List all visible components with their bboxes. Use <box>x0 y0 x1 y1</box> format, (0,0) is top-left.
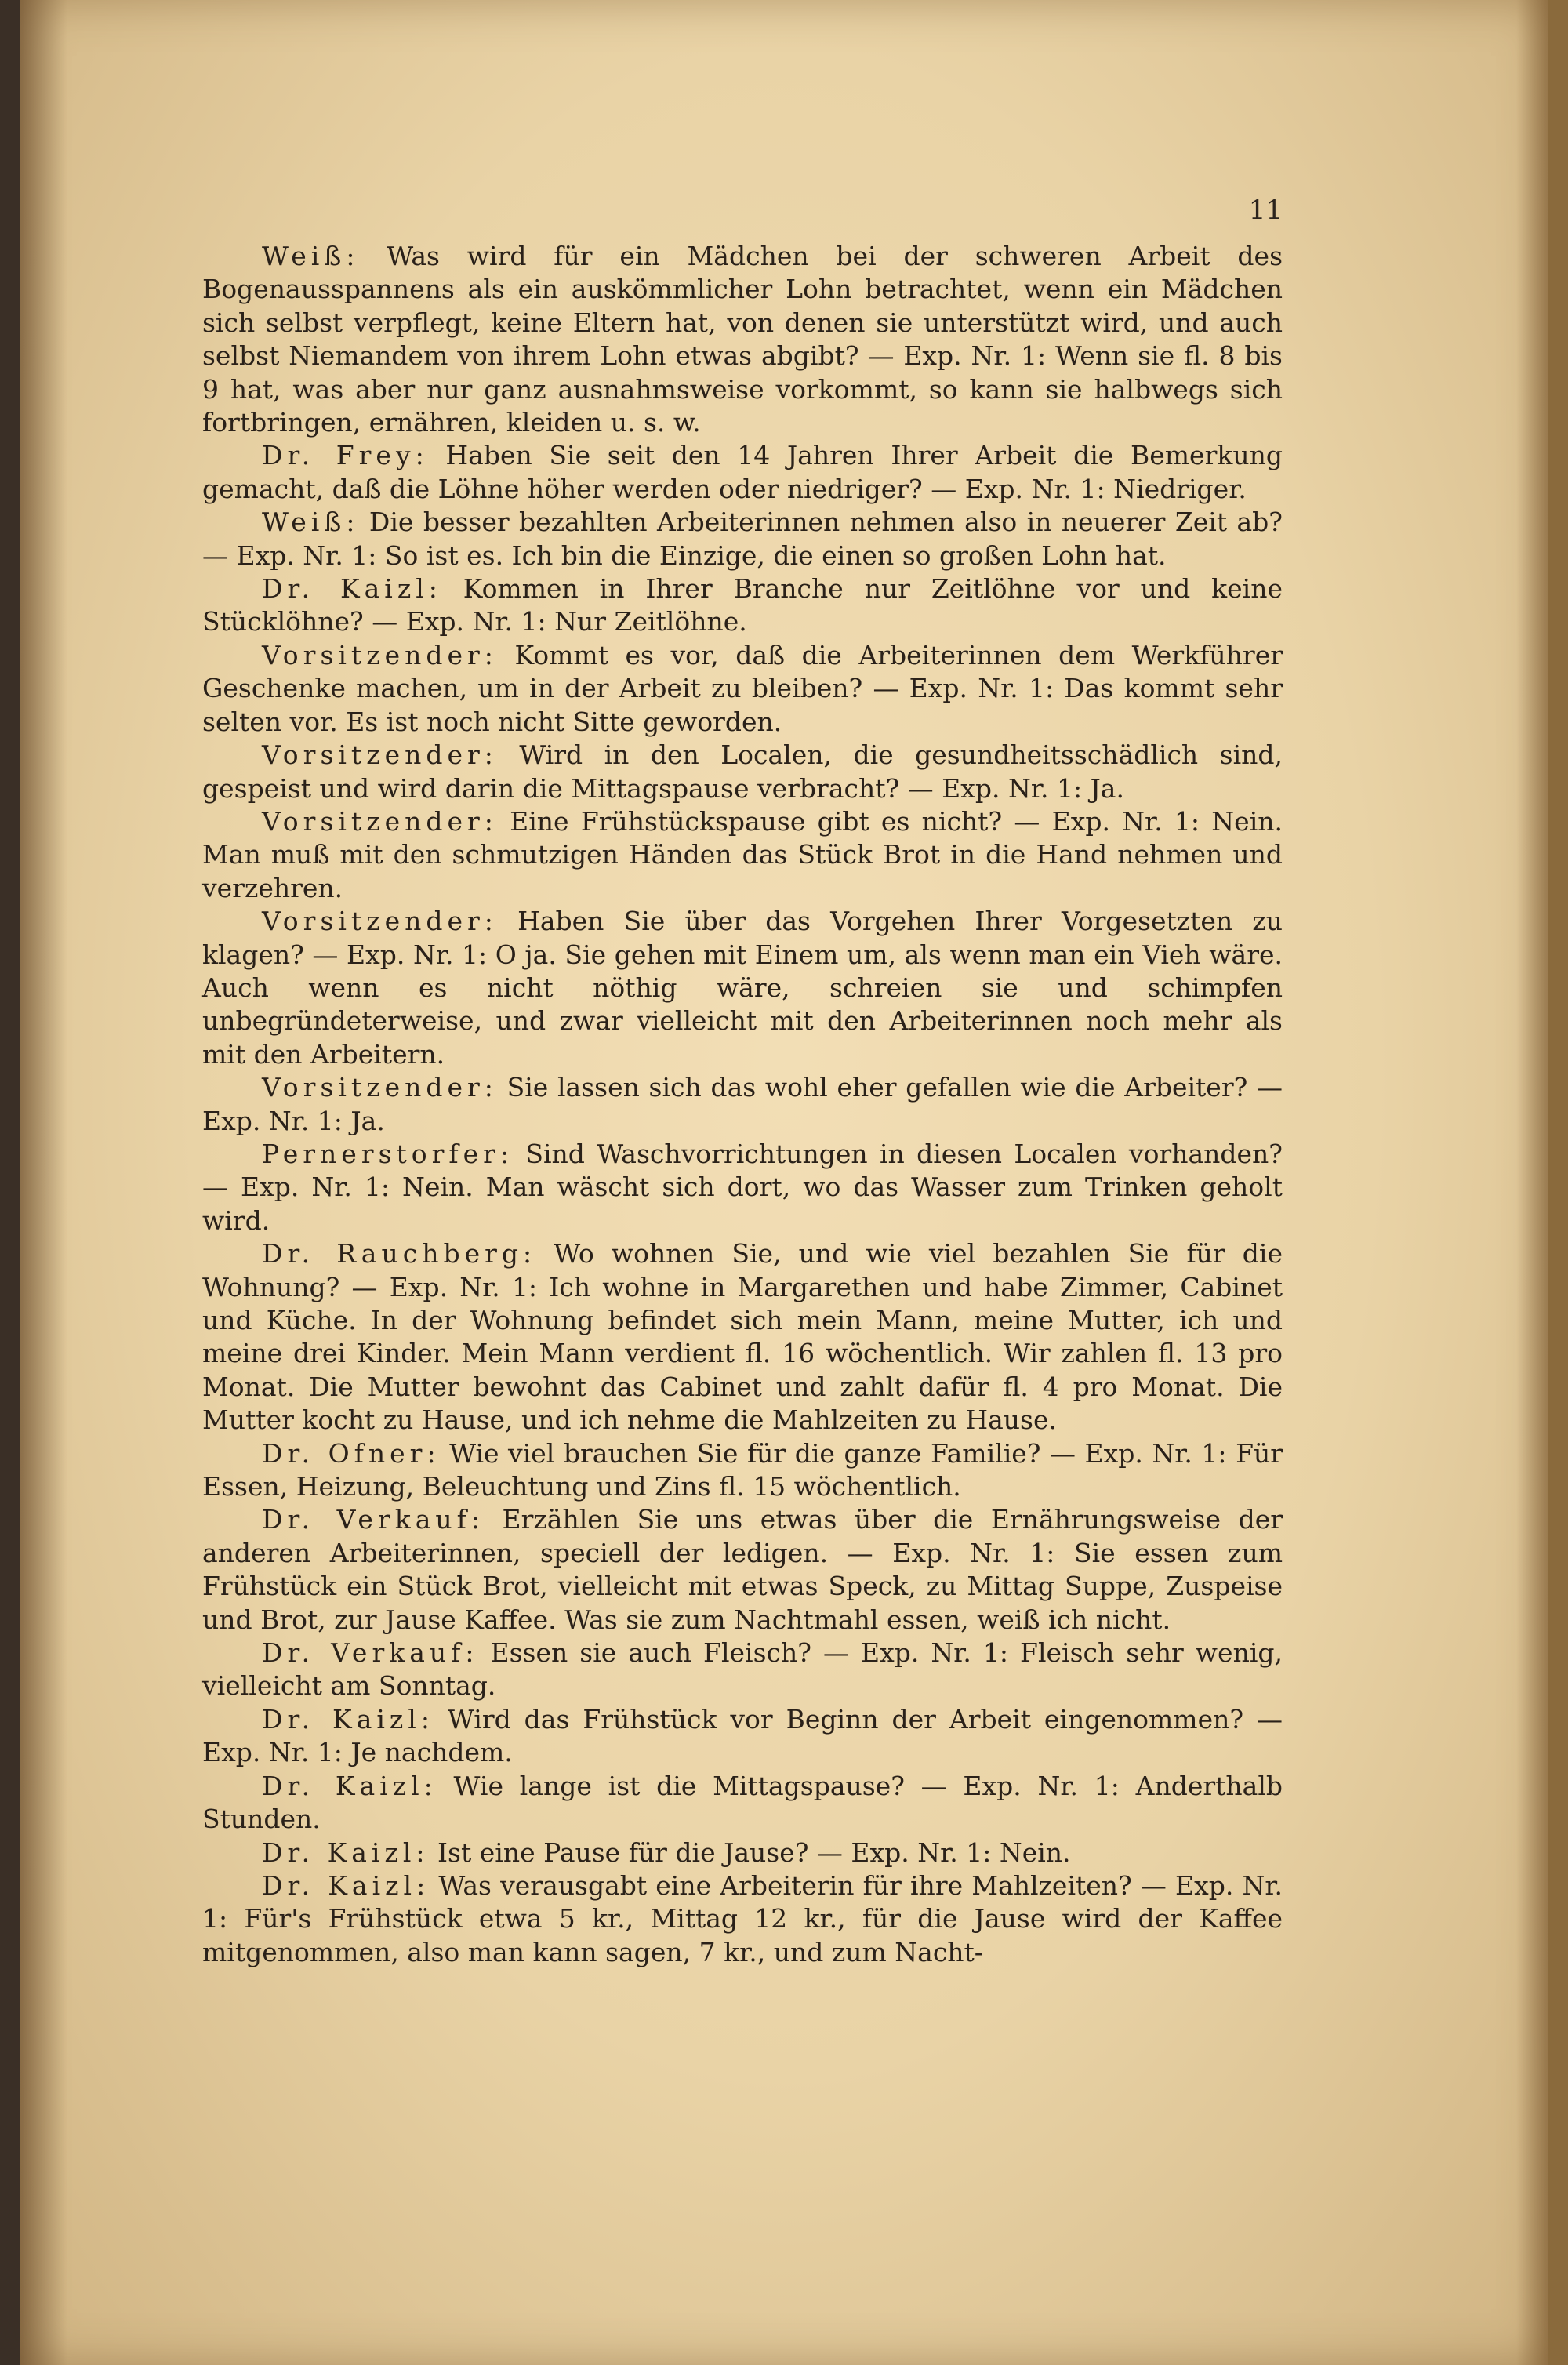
speaker-name: Dr. Verkauf: <box>262 1637 479 1669</box>
speaker-name: Vorsitzender: <box>262 639 498 670</box>
paragraph <box>202 1770 1283 1836</box>
paragraph-text: Wird in den Localen, die gesundheitsschädlich sind, gespeist und wird darin die Mittagspause verbracht? — Exp. Nr. 1: Ja. <box>202 739 1283 804</box>
paragraph-text: Eine Frühstückspause gibt es nicht? — Exp. Nr. 1: Nein. Man muß mit den schmutzigen Händen das Stück Brot in die Hand nehmen und verzehren. <box>202 805 1283 903</box>
paragraph <box>202 1869 1283 1969</box>
paragraph <box>202 1503 1283 1637</box>
paragraph-text: Wie lange ist die Mittagspause? — Exp. Nr. 1: Anderthalb Stunden. <box>202 1770 1283 1835</box>
page-number: 11 <box>1248 194 1283 226</box>
paragraph-text: Kommen in Ihrer Branche nur Zeitlöhne vor und keine Stücklöhne? — Exp. Nr. 1: Nur Zeitlöhne. <box>202 573 1283 638</box>
paragraph <box>202 639 1283 739</box>
paragraph <box>202 1138 1283 1237</box>
speaker-name: Weiß: <box>262 507 360 538</box>
speaker-name: Dr. Verkauf: <box>262 1504 485 1535</box>
paragraph-text: Essen sie auch Fleisch? — Exp. Nr. 1: Fleisch sehr wenig, vielleicht am Sonntag. <box>202 1637 1283 1702</box>
paragraph <box>202 1071 1283 1138</box>
paragraph <box>202 439 1283 506</box>
paragraph-text: Wo wohnen Sie, und wie viel bezahlen Sie für die Wohnung? — Exp. Nr. 1: Ich wohne in Margarethen und habe Zimmer, Cabinet und Küche. In der Wohnung befindet sich mein Mann, meine Mutter, ich und meine drei Kinder. Mein Mann verdient fl. 16 wöchentlich. Wir zahlen fl. 13 pro Monat. Die Mutter bewohnt das Cabinet und zahlt dafür fl. 4 pro Monat. Die Mutter kocht zu Hause, und ich nehme die Mahlzeiten zu Hause. <box>202 1238 1283 1436</box>
paragraph-text: Wird das Frühstück vor Beginn der Arbeit eingenommen? — Exp. Nr. 1: Je nachdem. <box>202 1703 1283 1768</box>
page-edge-shadow <box>1516 0 1548 2365</box>
speaker-name: Dr. Ofner: <box>262 1437 441 1469</box>
speaker-name: Vorsitzender: <box>262 805 498 837</box>
speaker-name: Pernerstorfer: <box>262 1138 514 1169</box>
paragraph <box>202 240 1283 439</box>
paragraph-text: Ist eine Pause für die Jause? — Exp. Nr. 1: Nein. <box>429 1836 1071 1868</box>
paragraph-text: Kommt es vor, daß die Arbeiterinnen dem Werkführer Geschenke machen, um in der Arbeit zu bleiben? — Exp. Nr. 1: Das kommt sehr selten vor. Es ist noch nicht Sitte geworden. <box>202 639 1283 737</box>
paragraph-text: Was verausgabt eine Arbeiterin für ihre Mahlzeiten? — Exp. Nr. 1: Für's Frühstück etwa 5 kr., Mittag 12 kr., für die Jause wird der Kaffee mitgenommen, also man kann sagen, 7 kr., und zum Nacht- <box>202 1869 1283 1967</box>
speaker-name: Vorsitzender: <box>262 906 498 937</box>
paragraph <box>202 1836 1283 1869</box>
paragraph <box>202 1437 1283 1504</box>
paragraph-text: Was wird für ein Mädchen bei der schweren Arbeit des Bogenausspannens als ein auskömmlicher Lohn betrachtet, wenn ein Mädchen sich selbst verpflegt, keine Eltern hat, von denen sie unterstützt wird, und auch selbst Niemandem von ihrem Lohn etwas abgibt? — Exp. Nr. 1: Wenn sie fl. 8 bis 9 hat, was aber nur ganz ausnahmsweise vorkommt, so kann sie halbwegs sich fortbringen, ernähren, kleiden u. s. w. <box>202 241 1283 438</box>
paragraph <box>202 1637 1283 1703</box>
speaker-name: Dr. Frey: <box>262 440 429 471</box>
speaker-name: Dr. Kaizl: <box>262 1836 430 1868</box>
speaker-name: Weiß: <box>262 241 360 271</box>
speaker-name: Dr. Kaizl: <box>262 1770 437 1801</box>
speaker-name: Dr. Kaizl: <box>262 1869 430 1901</box>
paragraph-text: Haben Sie über das Vorgehen Ihrer Vorgesetzten zu klagen? — Exp. Nr. 1: O ja. Sie gehen mit Einem um, als wenn man ein Vieh wäre. Auch wenn es nicht nöthig wäre, schreien sie und schimpfen unbegründeterweise, und zwar vielleicht mit den Arbeiterinnen noch mehr als mit den Arbeitern. <box>202 906 1283 1070</box>
paragraph-text: Haben Sie seit den 14 Jahren Ihrer Arbeit die Bemerkung gemacht, daß die Löhne höher werden oder niedriger? — Exp. Nr. 1: Niedriger. <box>202 440 1283 504</box>
speaker-name: Vorsitzender: <box>262 1072 498 1103</box>
book-edge <box>1548 0 1568 2365</box>
paragraph <box>202 572 1283 639</box>
gutter-shadow <box>20 0 67 2365</box>
paragraph <box>202 1703 1283 1770</box>
speaker-name: Vorsitzender: <box>262 739 498 771</box>
speaker-name: Dr. Kaizl: <box>262 573 442 605</box>
paragraph-text: Wie viel brauchen Sie für die ganze Familie? — Exp. Nr. 1: Für Essen, Heizung, Beleuchtung und Zins fl. 15 wöchentlich. <box>202 1437 1283 1502</box>
paragraph <box>202 506 1283 572</box>
paragraph <box>202 905 1283 1071</box>
transcript-body <box>202 240 1283 1969</box>
speaker-name: Dr. Kaizl: <box>262 1703 434 1735</box>
paragraph-text: Die besser bezahlten Arbeiterinnen nehmen also in neuerer Zeit ab? — Exp. Nr. 1: So ist es. Ich bin die Einzige, die einen so großen Lohn hat. <box>202 507 1283 571</box>
paragraph <box>202 739 1283 805</box>
speaker-name: Dr. Rauchberg: <box>262 1238 537 1270</box>
paragraph <box>202 1237 1283 1437</box>
paragraph <box>202 805 1283 905</box>
paragraph-text: Sind Waschvorrichtungen in diesen Localen vorhanden? — Exp. Nr. 1: Nein. Man wäscht sich dort, wo das Wasser zum Trinken geholt wird. <box>202 1138 1283 1236</box>
paragraph-text: Sie lassen sich das wohl eher gefallen wie die Arbeiter? — Exp. Nr. 1: Ja. <box>202 1072 1283 1136</box>
paragraph-text: Erzählen Sie uns etwas über die Ernährungsweise der anderen Arbeiterinnen, speciell der ledigen. — Exp. Nr. 1: Sie essen zum Frühstück ein Stück Brot, vielleicht mit etwas Speck, zu Mittag Suppe, Zuspeise und Brot, zur Jause Kaffee. Was sie zum Nachtmahl essen, weiß ich nicht. <box>202 1504 1283 1635</box>
